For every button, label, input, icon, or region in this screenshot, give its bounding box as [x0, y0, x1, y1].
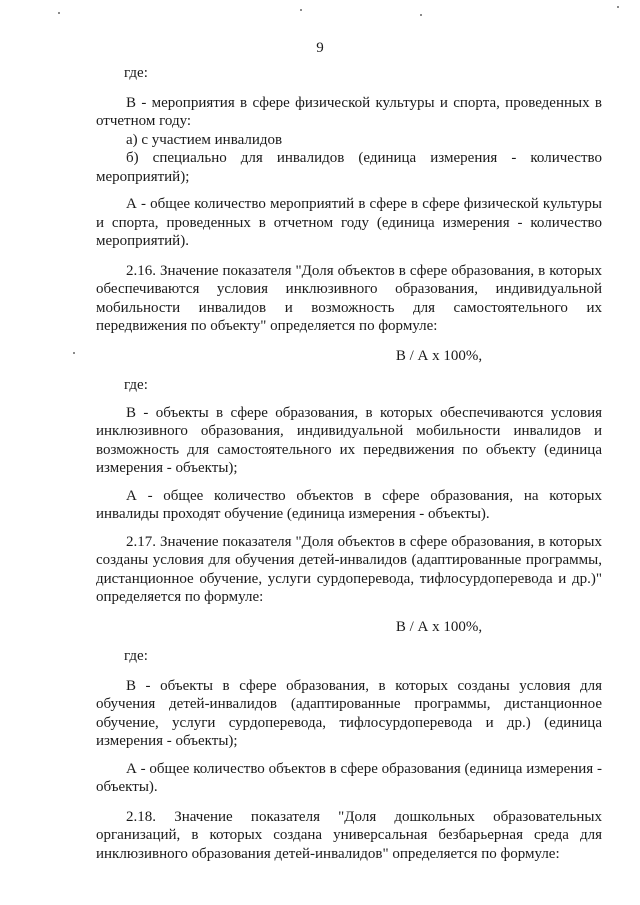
definition-a-events: А - общее количество мероприятий в сфере в сфере физической культуры и спорта, проведенных в отчетном году (единица измерения - количество мероприятий).: [96, 196, 602, 249]
scan-speck: [73, 352, 75, 354]
scan-speck: [420, 14, 422, 16]
definition-b-events: В - мероприятия в сфере физической культуры и спорта, проведенных в отчетном году:: [96, 94, 602, 129]
scan-speck: [300, 9, 302, 11]
formula: В / А х 100%,: [395, 618, 483, 635]
definition-a-objects-total: А - общее количество объектов в сфере образования (единица измерения - объекты).: [96, 760, 602, 795]
scan-speck: [58, 12, 60, 14]
scan-speck: [617, 6, 619, 8]
where-label: где:: [124, 65, 148, 81]
page-number: 9: [316, 40, 324, 56]
definition-a-objects: А - общее количество объектов в сфере образования, на которых инвалиды проходят обучение (единица измерения - объекты).: [96, 487, 602, 522]
paragraph-2-18: 2.18. Значение показателя "Доля дошкольных образовательных организаций, в которых создана универсальная безбарьерная среда для инклюзивного образования детей-инвалидов" определяется по формуле:: [96, 808, 602, 862]
definition-b-objects-children: В - объекты в сфере образования, в которых созданы условия для обучения детей-инвалидов (адаптированные программы, дистанционное обучение, услуги сурдоперевода, тифлосурдоперевода и др.) (единица измерения - объекты);: [96, 677, 602, 749]
formula: В / А х 100%,: [395, 347, 483, 364]
paragraph-2-17: 2.17. Значение показателя "Доля объектов в сфере образования, в которых созданы условия для обучения детей-инвалидов (адаптированные программы, дистанционное обучение, услуги сурдоперевода, тифлосурдоперевода и др.)" определяется по формуле:: [96, 533, 602, 605]
where-label: где:: [124, 648, 148, 664]
document-body: [96, 64, 602, 863]
definition-b-item-a: а) с участием инвалидов: [126, 131, 283, 148]
definition-b-objects: В - объекты в сфере образования, в которых обеспечиваются условия инклюзивного образования, индивидуальной мобильности инвалидов и возможность для самостоятельного их передвижения по объекту (единица измерения - объекты);: [96, 404, 602, 476]
definition-b-item-b: б) специально для инвалидов (единица измерения - количество мероприятий);: [96, 150, 602, 185]
paragraph-2-16: 2.16. Значение показателя "Доля объектов в сфере образования, в которых обеспечиваются условия инклюзивного образования, индивидуальной мобильности инвалидов и возможность для самостоятельного их передвижения по объекту" определяется по формуле:: [96, 262, 602, 334]
where-label: где:: [124, 377, 148, 393]
